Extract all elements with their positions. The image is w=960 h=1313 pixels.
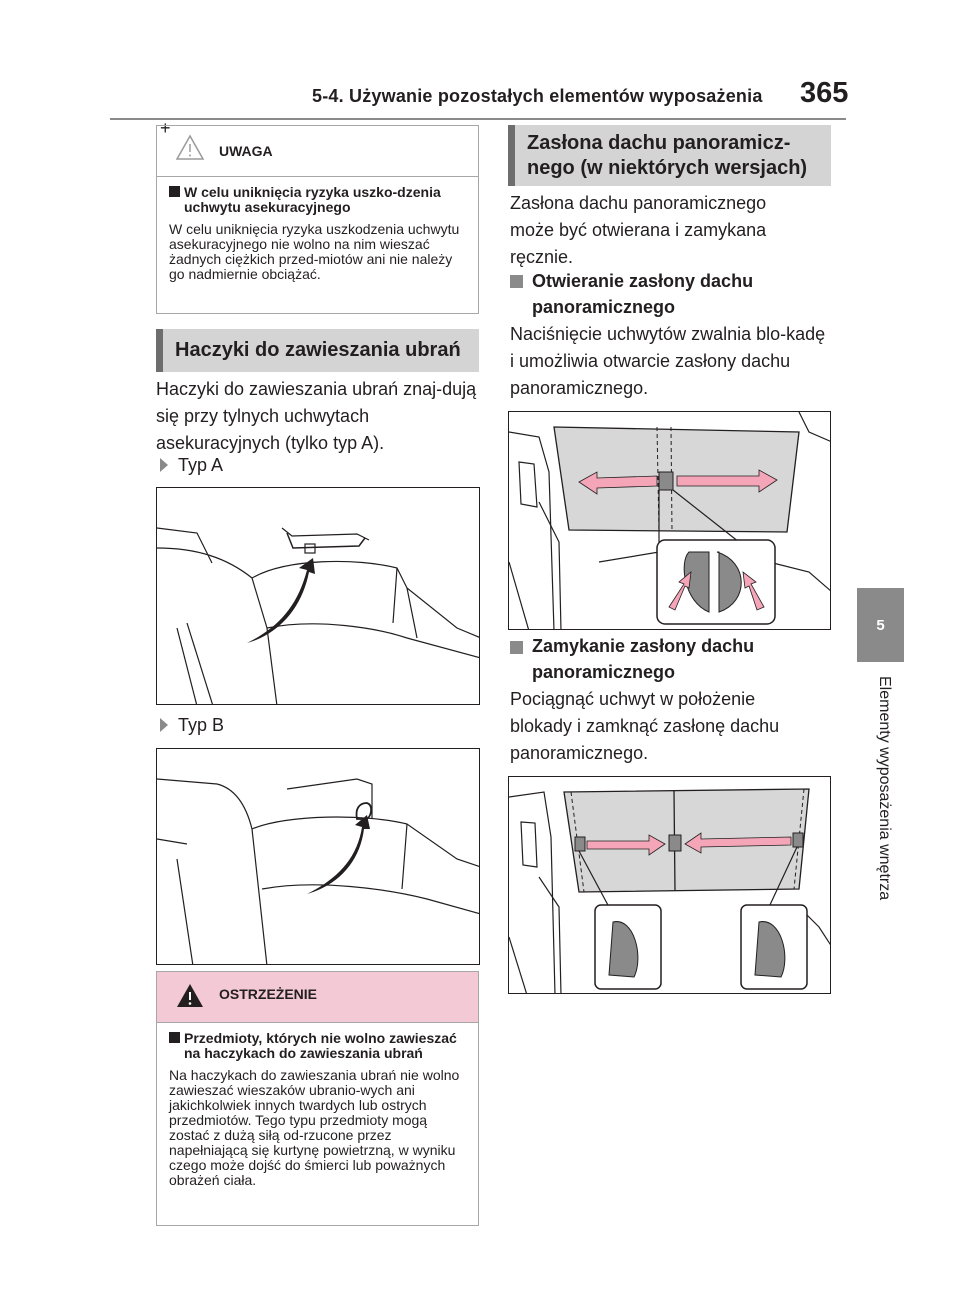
section-header-title: 5-4. Używanie pozostałych elementów wyposażenia bbox=[312, 86, 763, 106]
bullet-square-icon bbox=[510, 275, 523, 288]
bullet-square-icon bbox=[510, 641, 523, 654]
warning-text: Na haczykach do zawieszania ubrań nie wolno zawieszać wieszaków ubranio-wych ani jakichkolwiek innych twardych lub ostrych przedmiotów. Tego typu przedmioty mogą zostać z dużą siłą od-rzucone przez napełniającą się kurtynę powietrzną, w wyniku czego może dojść do śmierci lub poważnych obrażeń ciała. bbox=[169, 1067, 460, 1188]
warning-header bbox=[157, 972, 478, 1023]
sunshade-intro: Zasłona dachu panoramicznego może być otwierana i zamykana ręcznie. bbox=[510, 193, 767, 267]
coat-hook-type-b-illustration bbox=[156, 748, 480, 965]
warning-triangle-icon bbox=[175, 982, 205, 1009]
bullet-square-icon bbox=[169, 1032, 180, 1043]
sunshade-heading: Zasłona dachu panoramicz-nego (w niektórych wersjach) bbox=[508, 125, 831, 186]
sunshade-open-text: Naciśnięcie uchwytów zwalnia blo-kadę i umożliwia otwarcie zasłony dachu panoramicznego. bbox=[510, 324, 826, 398]
chapter-tab[interactable]: 5 bbox=[857, 588, 904, 662]
sunshade-open-illustration bbox=[508, 411, 831, 630]
sunshade-open-title: Otwieranie zasłony dachu panoramicznego bbox=[532, 271, 754, 317]
caution-title: UWAGA bbox=[219, 143, 273, 159]
caution-text: W celu uniknięcia ryzyka uszkodzenia uchwytu asekuracyjnego nie wolno na nim wieszać żadnych ciężkich przed-miotów ani nie należy go nadmiernie obciążać. bbox=[169, 221, 460, 282]
chapter-side-label: Elementy wyposażenia wnętrza bbox=[876, 676, 893, 901]
sunshade-close-text: Pociągnąć uchwyt w położenie blokady i zamknąć zasłonę dachu panoramicznego. bbox=[510, 689, 780, 763]
page-number: 365 bbox=[800, 77, 849, 109]
triangle-bullet-icon bbox=[160, 718, 168, 732]
sunshade-close-illustration bbox=[508, 776, 831, 994]
caution-triangle-icon bbox=[175, 134, 205, 161]
sunshade-close-title: Zamykanie zasłony dachu panoramicznego bbox=[532, 636, 755, 682]
coat-hooks-text: Haczyki do zawieszania ubrań znaj-dują się przy tylnych uchwytach asekuracyjnych (tylko typ A). bbox=[156, 379, 477, 453]
caution-box bbox=[156, 125, 479, 314]
triangle-bullet-icon bbox=[160, 458, 168, 472]
caution-subtitle: W celu uniknięcia ryzyka uszko-dzenia uchwytu asekuracyjnego bbox=[169, 185, 468, 215]
type-b-label: Typ B bbox=[160, 715, 224, 736]
caution-header bbox=[157, 126, 478, 177]
header-divider bbox=[110, 118, 846, 120]
coat-hook-type-a-illustration bbox=[156, 487, 480, 705]
type-a-label: Typ A bbox=[160, 455, 223, 476]
bullet-square-icon bbox=[169, 186, 180, 197]
coat-hooks-heading: Haczyki do zawieszania ubrań bbox=[156, 329, 479, 372]
warning-title: OSTRZEŻENIE bbox=[219, 986, 318, 1002]
warning-box bbox=[156, 971, 479, 1226]
warning-subtitle: Przedmioty, których nie wolno zawieszać na haczykach do zawieszania ubrań bbox=[169, 1031, 468, 1061]
plus-mark: + bbox=[160, 118, 171, 138]
